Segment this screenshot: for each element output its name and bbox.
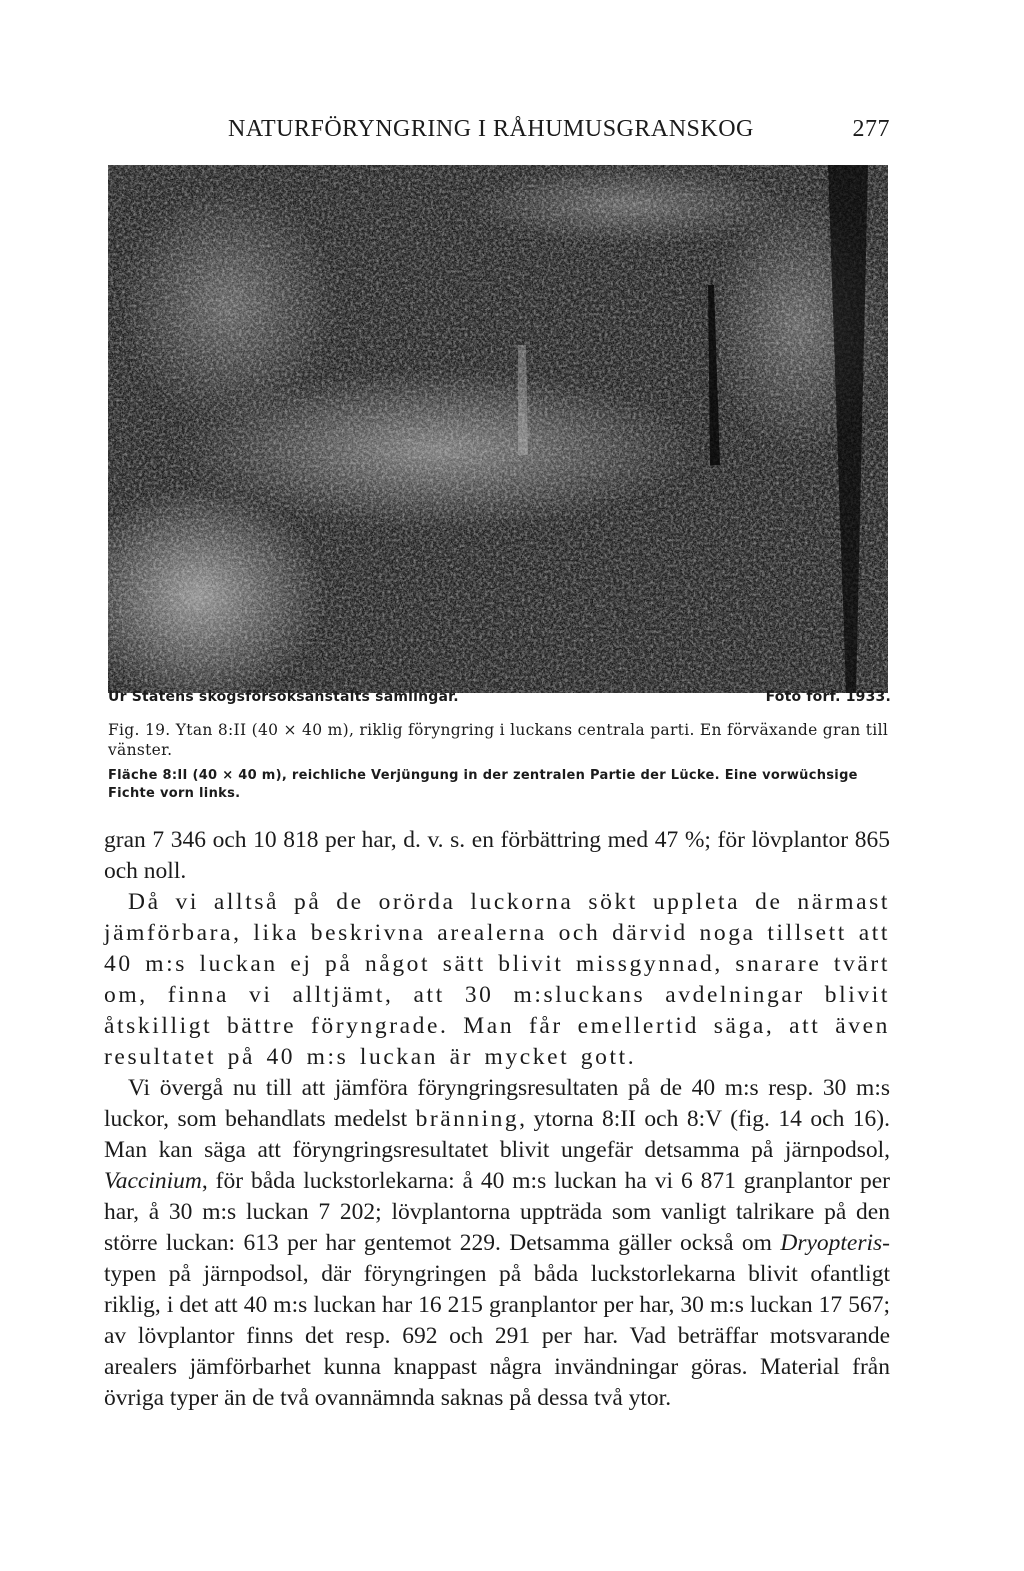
paragraph-1: gran 7 346 och 10 818 per har, d. v. s. en förbättring med 47 %; för lövplantor 865 och noll.: [104, 827, 890, 884]
forest-photo-illustration: [108, 165, 888, 693]
paragraph-3-part-g: -typen på järnpodsol, där föryngringen på båda luckstorlekarna blivit ofantligt riklig, i det att 40 m:s luckan har 16 215 granplantor per har, 30 m:s luckan 17 567; av lövplantor finns det resp. 692 och 291 per har. Vad beträffar motsvarande arealers jämförbarhet kunna knappast några invändningar göras. Material från övriga typer än de två ovannämnda saknas på dessa två ytor.: [104, 1230, 890, 1411]
paragraph-2: Då vi alltså på de orörda luckorna sökt uppleta de närmast jämförbara, lika beskrivna arealerna och därvid noga tillsett att 40 m:s luckan ej på något sätt blivit missgynnad, snarare tvärt om, finna vi alltjämt, att 30 m:sluckans avdelningar blivit åtskilligt bättre föryngrade. Man får emellertid säga, att även resultatet på 40 m:s luckan är mycket gott.: [104, 889, 890, 1070]
paragraph-3-part-e: , för båda luckstorlekarna: å 40 m:s luckan ha vi 6 871 granplantor per har, å 30 m:s luckan 7 202; lövplantorna uppträda som vanligt talrikare på den större luckan: 613 per har gentemot 229. Detsamma gäller också om: [104, 1168, 890, 1256]
paragraph-3: [104, 1073, 890, 1414]
page-header: [100, 116, 890, 156]
figure-caption-german: Fläche 8:II (40 × 40 m), reichliche Verjüngung in der zentralen Partie der Lücke. Eine vorwüchsige Fichte vorn links.: [108, 768, 858, 801]
paragraph-3-part-c: , ytorna 8:II och 8:V (fig. 14 och 16). Man kan säga att föryngringsresultatet blivit ungefär detsamma på järnpodsol,: [104, 1106, 890, 1163]
taxon-vaccinium: Vaccinium: [104, 1168, 202, 1194]
page-number: 277: [852, 116, 890, 142]
photo-source: Ur Statens skogsförsöksanstalts samlingar.: [108, 689, 459, 705]
photo-credit: Foto förf. 1933.: [765, 689, 891, 705]
forest-photograph: [108, 165, 888, 693]
figure-caption-swedish: Fig. 19. Ytan 8:II (40 × 40 m), riklig föryngring i luckans centrala parti. En förväxande gran till vänster.: [108, 721, 889, 759]
running-title: NATURFÖRYNGRING I RÅHUMUSGRANSKOG: [228, 116, 754, 142]
paragraph-3-part-a: Vi övergå nu till att jämföra föryngringsresultaten på de 40 m:s resp. 30 m:s luckor, som behandlats medelst: [104, 1075, 890, 1132]
taxon-dryopteris: Dryopteris: [780, 1230, 883, 1256]
body-text: [104, 825, 890, 1414]
emphasis-branning: bränning: [415, 1106, 520, 1132]
